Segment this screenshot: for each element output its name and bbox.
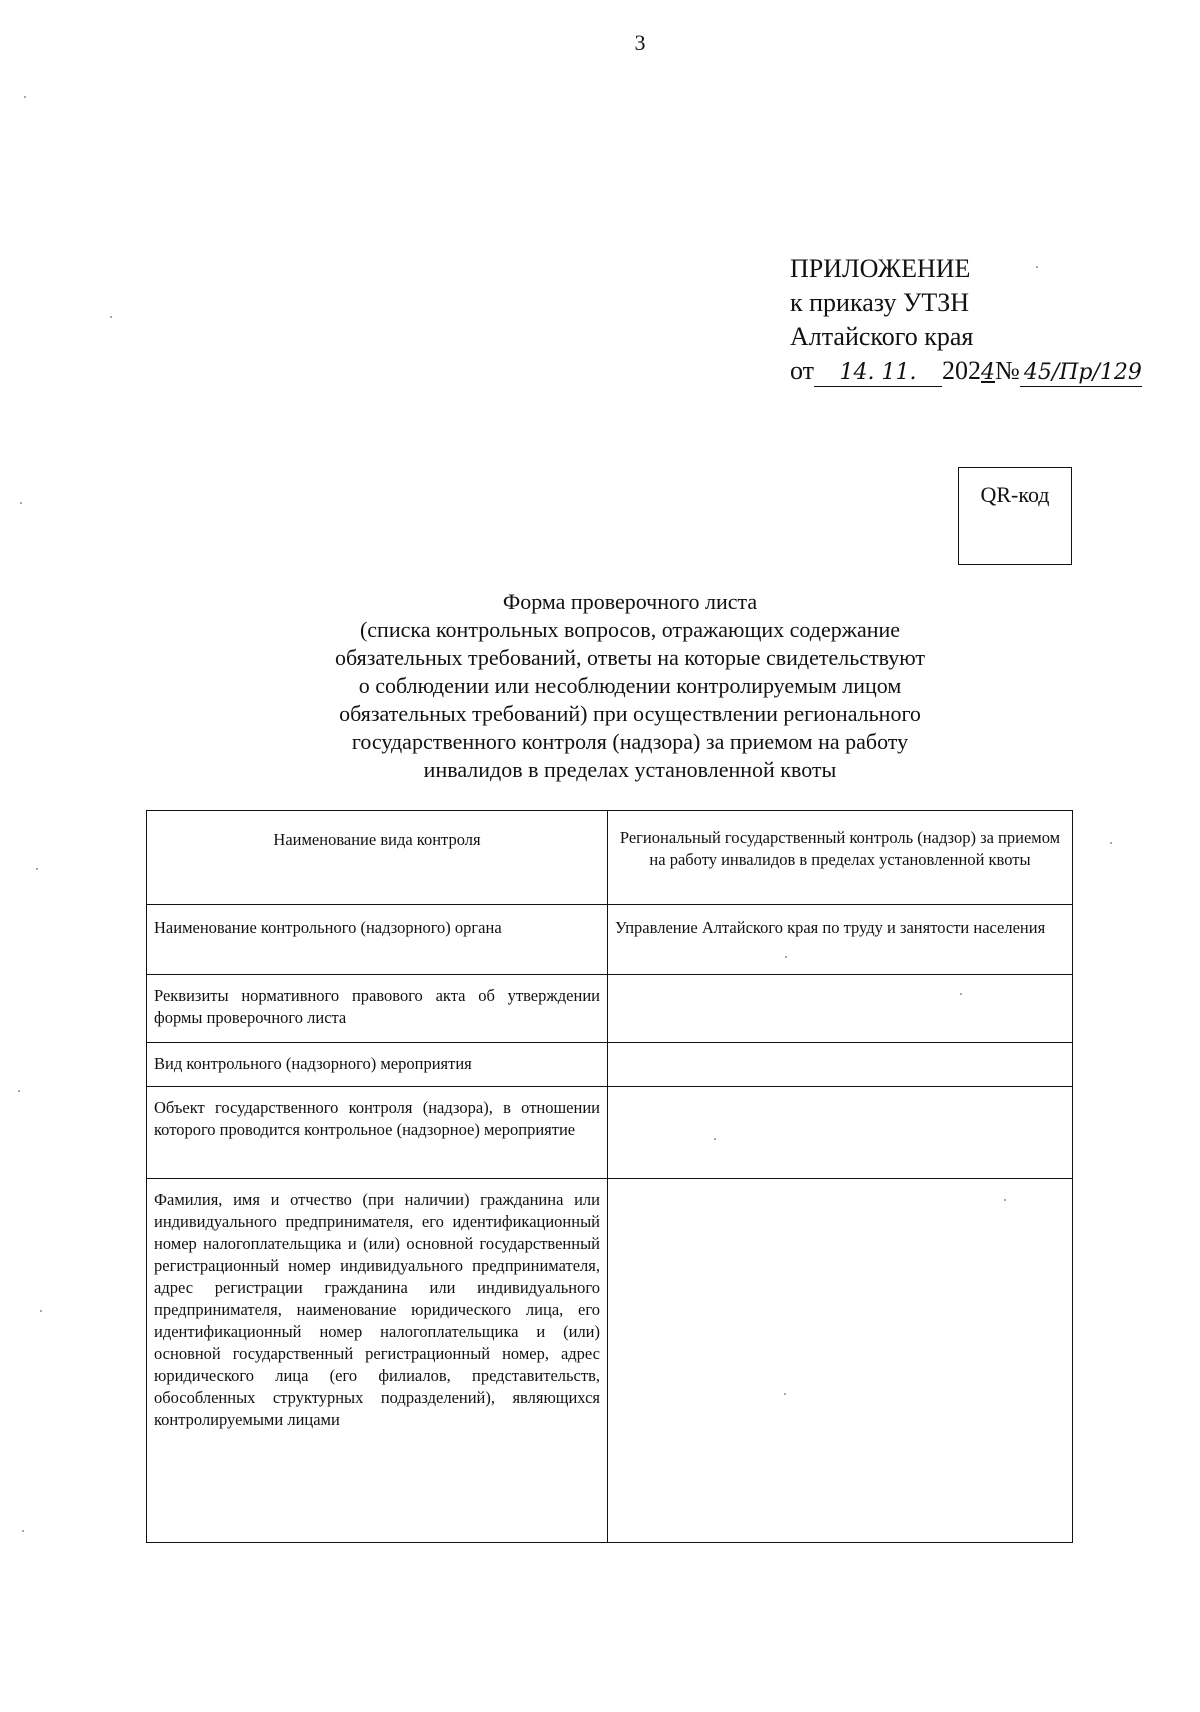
form-title-line: обязательных требований) при осуществлении регионального bbox=[339, 701, 921, 726]
table-cell-label bbox=[147, 905, 608, 975]
table-row bbox=[147, 1087, 1073, 1179]
table-cell-label bbox=[147, 811, 608, 905]
controlled-person-label: Фамилия, имя и отчество (при наличии) гражданина или индивидуального предпринимателя, его идентификационный номер налогоплательщика и (или) основной государственный регистрационный номер индивидуального предпринимателя, адрес регистрации гражданина или индивидуального предпринимателя, наименование юридического лица, его идентификационный номер налогоплательщика и (или) основной государственный регистрационный номер, адрес юридического лица (его филиалов, представительств, обособленных структурных подразделений), являющихся контролируемыми лицами bbox=[154, 1190, 600, 1429]
scan-speck bbox=[110, 316, 112, 318]
scan-speck bbox=[18, 1090, 20, 1092]
table-cell-value bbox=[608, 905, 1073, 975]
appendix-line-order: к приказу УТЗН bbox=[790, 288, 970, 317]
table-cell-label bbox=[147, 1179, 608, 1543]
handwritten-year-digit: 4 bbox=[981, 360, 996, 385]
scan-speck bbox=[784, 1393, 786, 1395]
table-cell-value bbox=[608, 811, 1073, 905]
handwritten-date: 14. 11. bbox=[814, 360, 942, 387]
legal-act-label: Реквизиты нормативного правового акта об утверждении формы проверочного листа bbox=[154, 986, 600, 1027]
table-cell-value bbox=[608, 1087, 1073, 1179]
scan-speck bbox=[1004, 1199, 1006, 1201]
authority-value: Управление Алтайского края по труду и занятости населения bbox=[615, 918, 1046, 937]
qr-code-label: QR-код bbox=[980, 482, 1050, 507]
control-object-value bbox=[608, 1087, 1072, 1097]
year-prefix: 202 bbox=[942, 356, 982, 385]
form-title-line: (списка контрольных вопросов, отражающих содержание bbox=[359, 617, 901, 642]
table-cell-label bbox=[147, 1043, 608, 1087]
checklist-header-table bbox=[146, 810, 1073, 1543]
authority-label: Наименование контрольного (надзорного) органа bbox=[154, 918, 502, 937]
table-row bbox=[147, 811, 1073, 905]
event-type-label: Вид контрольного (надзорного) мероприятия bbox=[154, 1054, 472, 1073]
table-row bbox=[147, 1179, 1073, 1543]
control-type-label: Наименование вида контроля bbox=[273, 830, 481, 849]
scan-speck bbox=[20, 502, 22, 504]
scan-speck bbox=[960, 993, 962, 995]
form-title-line: обязательных требований, ответы на которые свидетельствуют bbox=[334, 645, 926, 670]
scan-speck bbox=[785, 956, 787, 958]
scan-speck bbox=[40, 1310, 42, 1312]
table-cell-value bbox=[608, 1043, 1073, 1087]
appendix-date-line bbox=[790, 354, 1142, 390]
page-number: 3 bbox=[634, 30, 646, 55]
appendix-block bbox=[790, 252, 1142, 390]
qr-code-placeholder bbox=[958, 467, 1072, 565]
scan-speck bbox=[36, 868, 38, 870]
form-title bbox=[240, 588, 1020, 784]
legal-act-value bbox=[608, 975, 1072, 985]
event-type-value bbox=[608, 1043, 1072, 1053]
scan-speck bbox=[714, 1138, 716, 1140]
table-row bbox=[147, 905, 1073, 975]
form-title-line: Форма проверочного листа bbox=[502, 589, 758, 614]
scan-speck bbox=[24, 96, 26, 98]
scan-speck bbox=[1110, 842, 1112, 844]
table-cell-value bbox=[608, 975, 1073, 1043]
number-sign: № bbox=[995, 356, 1020, 385]
form-title-line: государственного контроля (надзора) за приемом на работу bbox=[351, 729, 909, 754]
table-row bbox=[147, 1043, 1073, 1087]
scan-speck bbox=[1036, 266, 1038, 268]
handwritten-order-number: 45/Пр/129 bbox=[1020, 360, 1142, 387]
date-prefix: от bbox=[790, 356, 815, 385]
table-cell-value bbox=[608, 1179, 1073, 1543]
control-object-label: Объект государственного контроля (надзора), в отношении которого проводится контрольное (надзорное) мероприятие bbox=[154, 1098, 600, 1139]
form-title-line: инвалидов в пределах установленной квоты bbox=[423, 757, 837, 782]
appendix-title: ПРИЛОЖЕНИЕ bbox=[790, 254, 971, 283]
form-title-line: о соблюдении или несоблюдении контролируемым лицом bbox=[358, 673, 902, 698]
table-row bbox=[147, 975, 1073, 1043]
controlled-person-value bbox=[608, 1179, 1072, 1189]
appendix-line-region: Алтайского края bbox=[790, 322, 974, 351]
scan-speck bbox=[22, 1530, 24, 1532]
table-cell-label bbox=[147, 975, 608, 1043]
control-type-value: Региональный государственный контроль (надзор) за приемом на работу инвалидов в пределах установленной квоты bbox=[619, 828, 1061, 869]
table-cell-label bbox=[147, 1087, 608, 1179]
